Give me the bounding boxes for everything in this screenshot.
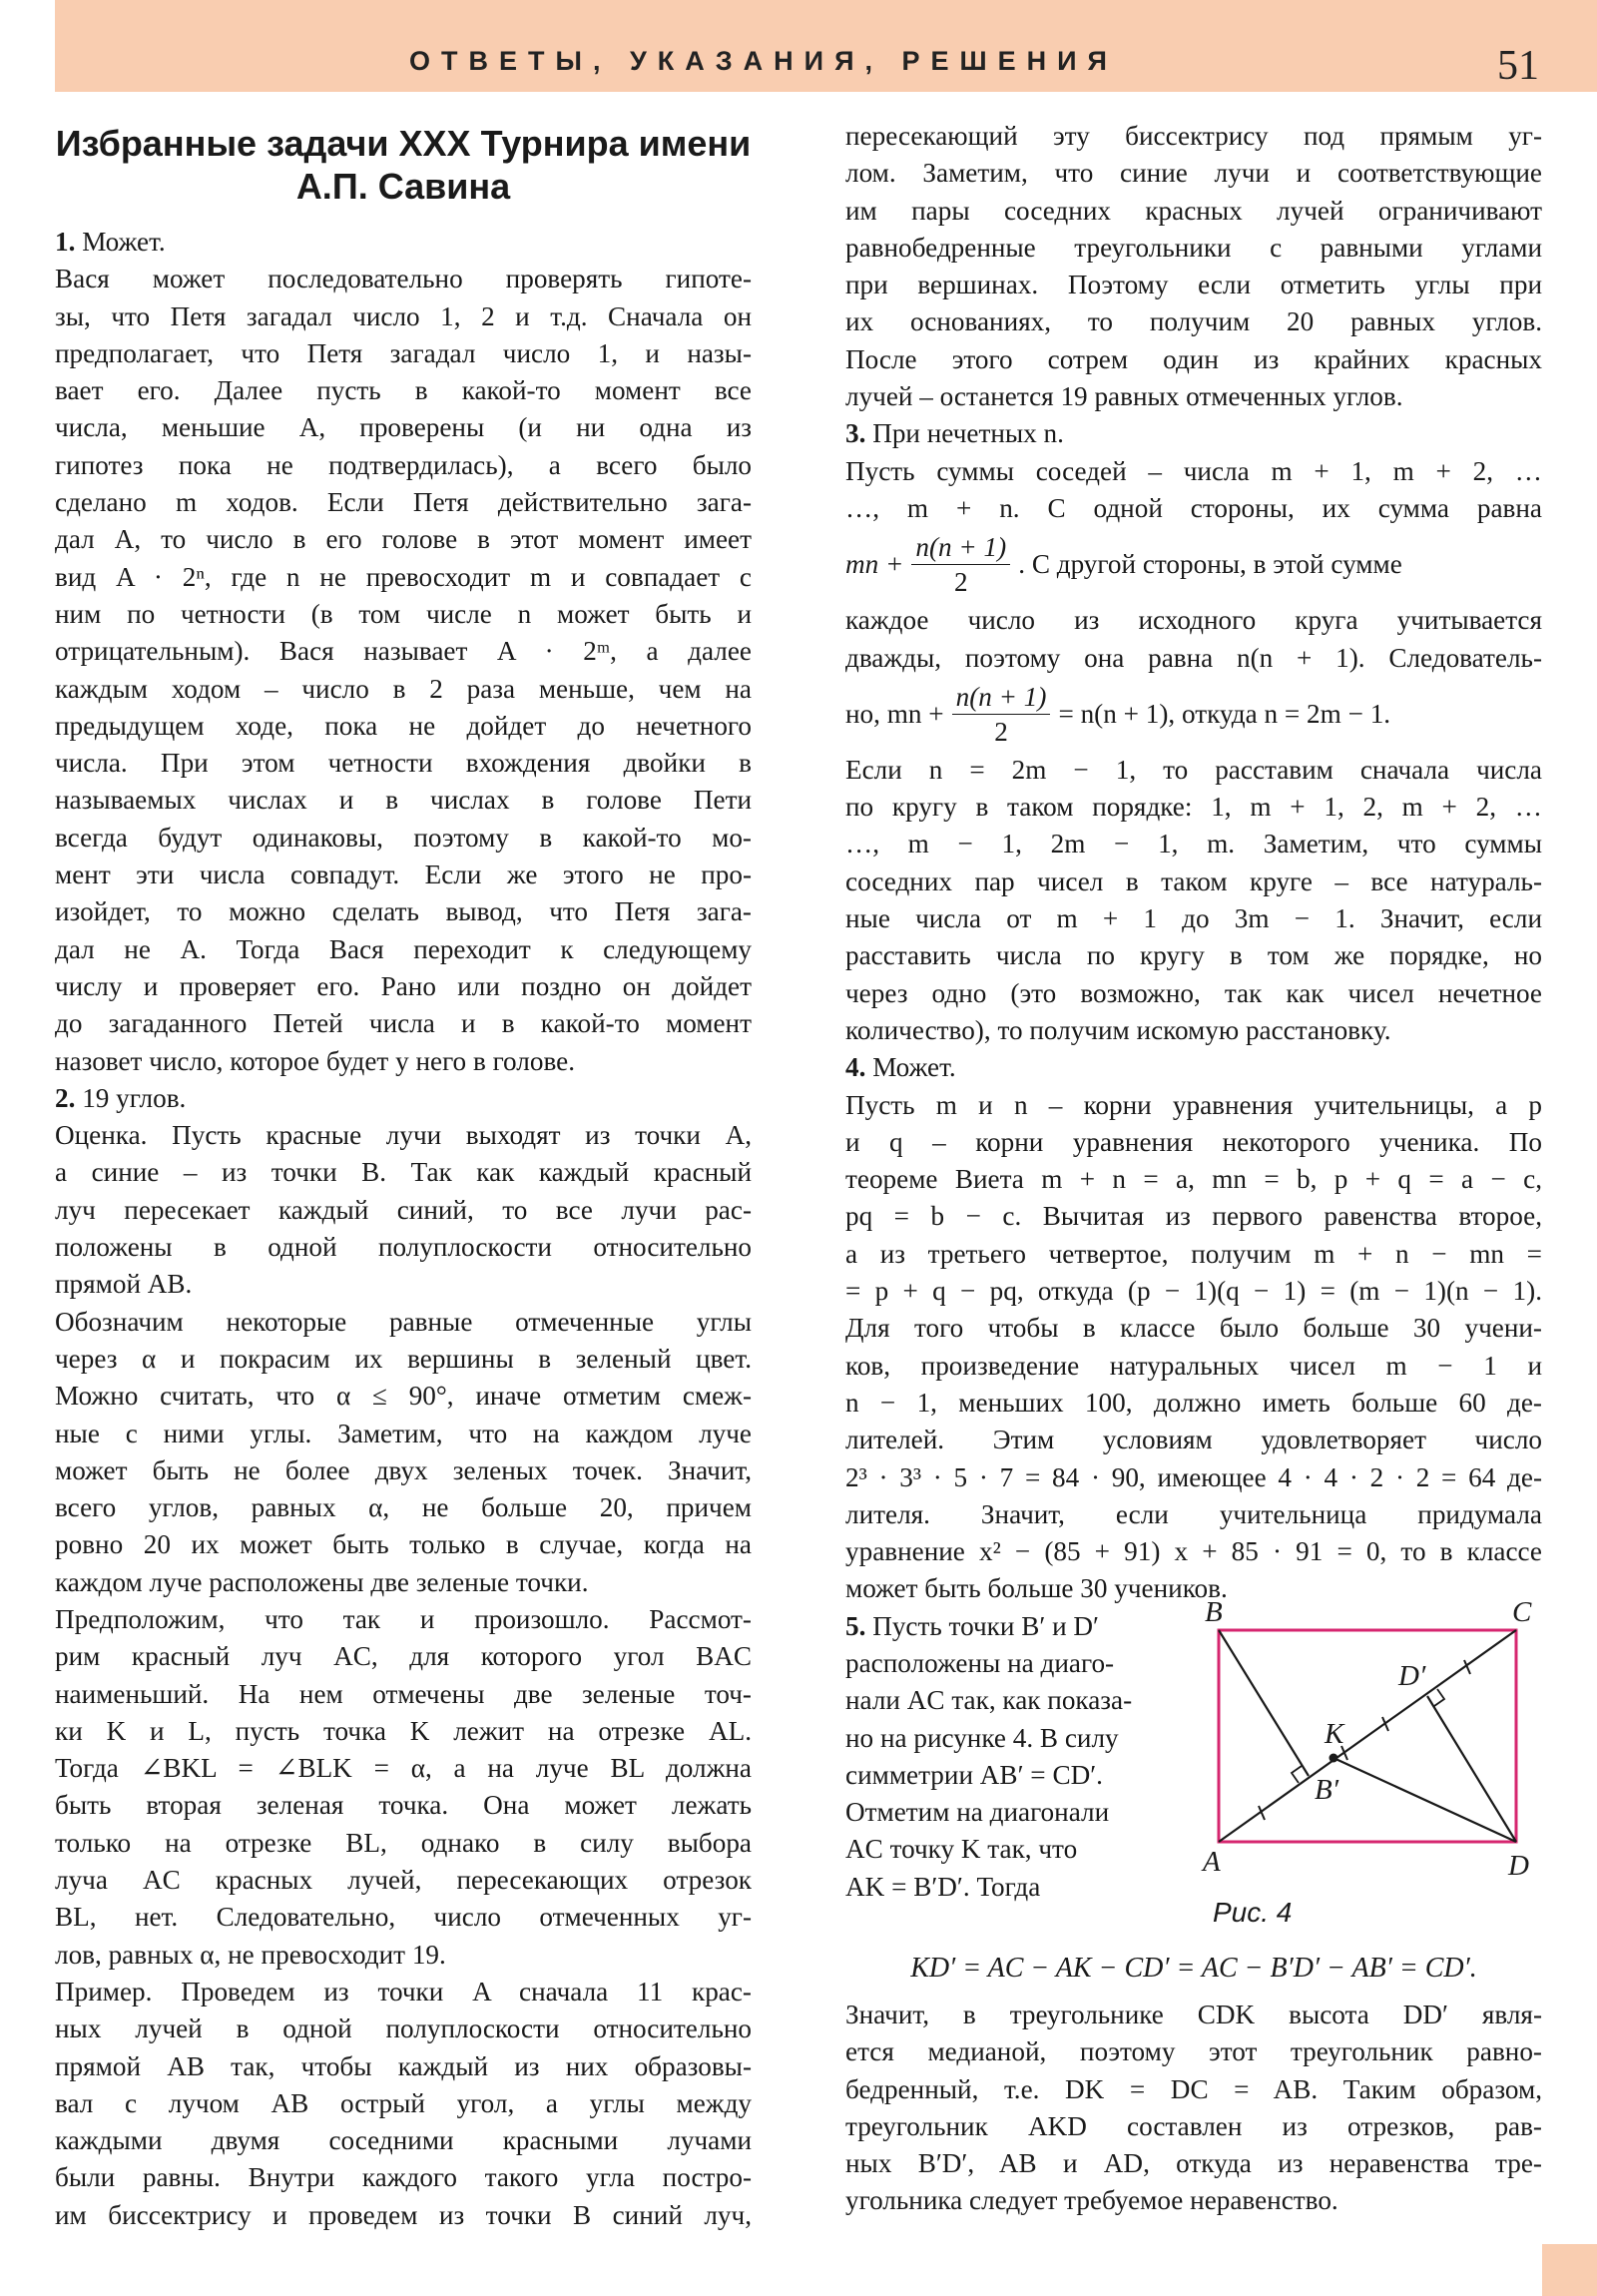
segment-dd1 — [1427, 1696, 1516, 1842]
label-b: B — [1205, 1595, 1223, 1628]
label-b-prime: B′ — [1315, 1773, 1339, 1806]
side-tab — [1542, 2244, 1597, 2296]
article-title: Избранные задачи XXX Турнира имени А.П. Савина — [55, 123, 752, 207]
problem-5-block — [845, 1595, 1542, 1942]
right-angle-d1 — [1434, 1689, 1444, 1706]
diagonal-ac — [1219, 1630, 1516, 1842]
segment-dk — [1333, 1758, 1516, 1842]
label-a: A — [1203, 1845, 1221, 1878]
left-column — [55, 118, 752, 2234]
problem-4-answer: 4. Может. — [845, 1052, 956, 1083]
page-number: 51 — [1497, 43, 1539, 89]
label-c: C — [1512, 1595, 1532, 1628]
label-d: D — [1508, 1849, 1529, 1882]
problem-4-solution: Пусть m и n – корни уравнения учительницы, а p и q – корни уравнения некоторого ученика. По теореме Виета m + n = a, mn = b, p + q = a − c, pq = b − c. Вычитая из первого равенства второе, а из третьего четвертое, получим m + n − mn = = p + q − pq, откуда (p − 1)(q − 1) = (m − 1)(n − 1). Для того чтобы в классе было больше 30 учени- ков, произведение натуральных чисел m − 1 и n − 1, меньших 100, должно иметь больше 60 де- лителей. Этим условиям удовлетворяет число 2³ · 3³ · 5 · 7 = 84 · 90, имеющее 4 · 4 · 2 · 2 = 64 де- лителя. Значит, если учительница придумала уравнение x² − (85 + 91) x + 85 · 91 = 0, то в классе может быть больше 30 учеников. — [845, 1089, 1542, 1604]
problem-3-answer: 3. При нечетных n. — [845, 418, 1064, 449]
right-column — [845, 118, 1542, 2220]
problem-1-solution: Вася может последовательно проверять гипоте- зы, что Петя загадал число 1, 2 и т.д. Сначала он предполагает, что Петя загадал число 1, и назы- вает его. Далее пусть в какой-то момент все числа, меньшие A, проверены (и ни одна из гипотез пока не подтвердилась), а всего было сделано m ходов. Если Петя действительно зага- дал A, то число в его голове в этот момент имеет вид A · 2ⁿ, где n не превосходит m и совпадает с ним по четности (в том числе n может быть и отрицательным). Вася называет A · 2ᵐ, а далее каждым ходом – число в 2 раза меньше, чем на предыдущем ходе, пока не дойдет до нечетного числа. При этом четности вхождения двойки в называемых числах и в числах в голове Пети всегда будут одинаковы, поэтому в какой-то мо- мент эти числа совпадут. Если же этого не про- изойдет, то можно сделать вывод, что Петя зага- дал не A. Тогда Вася переходит к следующему числу и проверяет его. Рано или поздно он дойдет до загаданного Петей числа и в какой-то момент назовет число, которое будет у него в голове. — [55, 264, 752, 1076]
formula-sum-line: mn + $\frac{n(n + 1)}{2}$ . С другой стороны, в этой сумме — [845, 532, 1402, 598]
problem-3-solution: Пусть суммы соседей – числа m + 1, m + 2, … …, m + n. С одной стороны, их сумма равна mn + $\frac{n(n + 1)}{2}$ . С другой стороны, в этой сумме каждое число из исходного круга учитывается дважды, поэтому она равна n(n + 1). Следователь- но, mn + $\frac{n(n + 1)}{2}$ = n(n + 1), откуда n = 2m − 1. Если n = 2m − 1, то расставим сначала числа по кругу в таком порядке: 1, m + 1, 2, m + 2, … …, m − 1, 2m − 1, m. Заметим, что суммы соседних пар чисел в таком круге – все натураль- ные числа от m + 1 до 3m − 1. Значит, если расставить числа по кругу в том же порядке, но через одно (это возможно, так как чисел нечетное количество), то получим искомую расстановку. — [845, 455, 1542, 1045]
problem-2-solution-cont: пересекающий эту биссектрису под прямым уг- лом. Заметим, что синие лучи и соответствующие им пары соседних красных лучей ограничивают равнобедренные треугольники с равными углами при вершинах. Поэтому если отметить углы при их основаниях, то получим 20 равных углов. После этого сотрем один из крайних красных лучей – останется 19 равных отмеченных углов. — [845, 121, 1542, 412]
fraction: $\frac{n(n + 1)}{2}$ — [952, 680, 1051, 749]
problem-1-answer: 1. Может. — [55, 227, 166, 257]
formula-conclusion-line: но, mn + $\frac{n(n + 1)}{2}$ = n(n + 1), откуда n = 2m − 1. — [845, 681, 1391, 747]
figure-caption: Рис. 4 — [1213, 1896, 1293, 1928]
right-angle-b1 — [1292, 1766, 1302, 1783]
label-d-prime: D′ — [1398, 1659, 1426, 1692]
figure-4 — [1203, 1595, 1542, 1942]
problem-2-solution: Оценка. Пусть красные лучи выходят из точки A, а синие – из точки B. Так как каждый красный луч пересекает каждый синий, то все лучи рас- положены в одной полуплоскости относительно прямой AB. Обозначим некоторые равные отмеченные углы через α и покрасим их вершины в зеленый цвет. Можно считать, что α ≤ 90°, иначе отметим смеж- ные с ними углы. Заметим, что на каждом луче может быть не более двух зеленых точек. Значит, всего углов, равных α, не больше 20, причем ровно 20 их может быть только в случае, когда на каждом луче расположены две зеленые точки. Предположим, что так и произошло. Рассмот- рим красный луч AC, для которого угол BAC наименьший. На нем отмечены две зеленые точ- ки K и L, пусть точка K лежит на отрезке AL. Тогда ∠BKL = ∠BLK = α, а на луче BL должна быть вторая зеленая точка. Она может лежать только на отрезке BL, однако в силу выбора луча AC красных лучей, пересекающих отрезок BL, нет. Следовательно, число отмеченных уг- лов, равных α, не превосходит 19. Пример. Проведем из точки A сначала 11 крас- ных лучей в одной полуплоскости относительно прямой AB так, чтобы каждый из них образовы- вал с лучом AB острый угол, а углы между каждыми двумя соседними красными лучами были равны. Внутри каждого такого угла постро- им биссектрису и проведем из точки B синий луч, — [55, 1120, 752, 2230]
problem-5-solution: 5. Пусть точки B′ и D′ расположены на диаго- нали AC так, как показа- но на рисунке 4. В силу симметрии AB′ = CD′. Отметим на диагонали AC точку K так, что AK = B′D′. Тогда — [845, 1610, 1133, 1902]
fraction: $\frac{n(n + 1)}{2}$ — [911, 530, 1010, 599]
problem-5-conclusion: Значит, в треугольнике CDK высота DD′ явля- ется медианой, поэтому этот треугольник равно- бедренный, т.е. DK = DC = AB. Таким образом, треугольник AKD составлен из отрезков, рав- ных B′D′, AB и AD, откуда из неравенства тре- угольника следует требуемое неравенство. — [845, 1999, 1542, 2216]
running-header: ОТВЕТЫ, УКАЗАНИЯ, РЕШЕНИЯ — [409, 46, 1118, 76]
problem-2-answer: 2. 19 углов. — [55, 1082, 187, 1113]
point-k — [1330, 1753, 1338, 1762]
figure-4-diagram — [1203, 1602, 1542, 1902]
label-k: K — [1325, 1717, 1344, 1750]
segment-bb1 — [1219, 1630, 1309, 1776]
problem-5-formula: KD′ = AC − AK − CD′ = AC − B′D′ − AB′ = CD′. — [910, 1952, 1477, 1984]
